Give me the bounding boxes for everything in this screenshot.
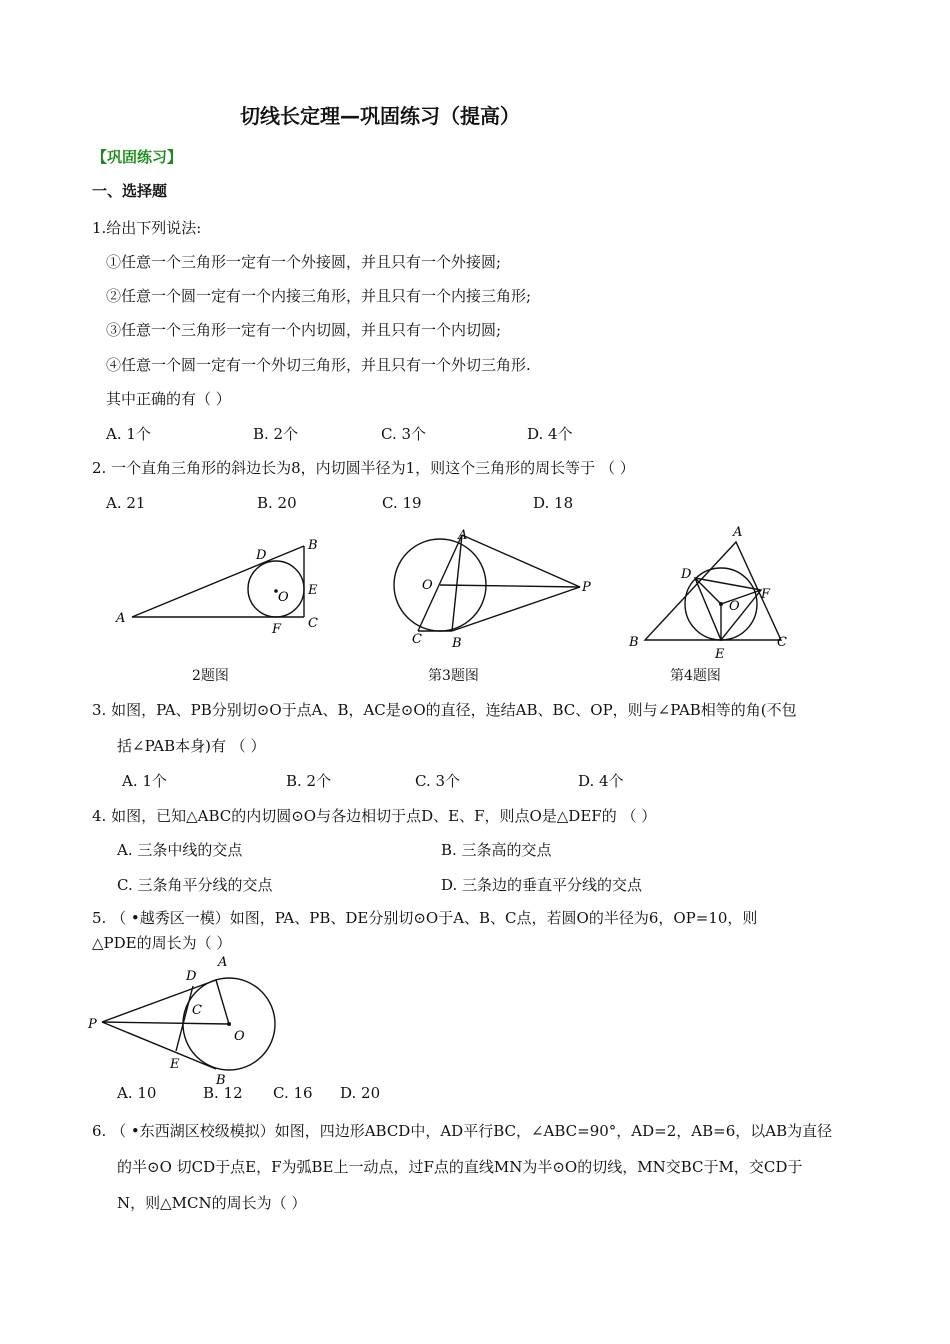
section-tag: 【巩固练习】: [92, 148, 183, 166]
fig5-label-c: C: [192, 1003, 202, 1018]
fig5-center-dot: [227, 1022, 231, 1026]
q1-statement-3: ③任意一个三角形一定有一个内切圆，并且只有一个内切圆;: [106, 321, 502, 339]
q1-statement-4: ④任意一个圆一定有一个外切三角形，并且只有一个外切三角形.: [106, 356, 531, 374]
q2-option-d: D. 18: [533, 494, 574, 512]
fig4-label-a: A: [733, 525, 743, 540]
q1-option-c: C. 3个: [381, 425, 427, 443]
fig4-label-b: B: [629, 635, 639, 650]
fig2-label-f: F: [272, 622, 282, 637]
fig4-label-c: C: [777, 635, 787, 650]
fig2-caption: 2题图: [192, 668, 229, 684]
q1-statement-2: ②任意一个圆一定有一个内接三角形，并且只有一个内接三角形;: [106, 287, 532, 305]
q5-option-d: D. 20: [340, 1084, 381, 1102]
fig4-label-e: E: [715, 647, 725, 662]
q5-option-c: C. 16: [273, 1084, 313, 1102]
fig5-label-p: P: [88, 1017, 97, 1032]
fig4-label-d: D: [681, 567, 692, 582]
q2-stem: 2. 一个直角三角形的斜边长为8，内切圆半径为1，则这个三角形的周长等于 （ ）: [92, 459, 635, 477]
q3-line-2: 括∠PAB本身)有 （ ）: [117, 737, 266, 755]
fig5-label-b: B: [216, 1073, 226, 1088]
fig5-label-a: A: [218, 955, 228, 970]
q3-line-1: 3. 如图，PA、PB分别切⊙O于点A、B，AC是⊙O的直径，连结AB、BC、OP，则与∠PAB相等的角(不包: [92, 701, 797, 719]
q2-option-c: C. 19: [382, 494, 422, 512]
fig2-label-c: C: [308, 616, 318, 631]
fig5-label-d: D: [186, 969, 197, 984]
figure-q3: [390, 527, 600, 657]
figure-q4: [625, 522, 805, 662]
fig4-caption: 第4题图: [670, 668, 721, 684]
fig2-label-a: A: [116, 611, 126, 626]
fig4-label-f: F: [761, 587, 771, 602]
fig4-label-o: O: [729, 599, 740, 614]
q3-option-c: C. 3个: [415, 772, 461, 790]
fig5-radius-oa: [216, 980, 229, 1024]
fig5-tangent-pb: [102, 1022, 216, 1069]
page-title: 切线长定理—巩固练习（提高）: [240, 104, 520, 128]
fig3-segment-op: [440, 585, 580, 587]
fig3-caption: 第3题图: [428, 668, 479, 684]
q1-option-b: B. 2个: [253, 425, 299, 443]
q5-line-1: 5. （ •越秀区一模）如图，PA、PB、DE分别切⊙O于A、B、C点，若圆O的半径为6，OP=10，则: [92, 909, 758, 927]
fig2-label-b: B: [308, 538, 318, 553]
q6-line-3: N，则△MCN的周长为（ ）: [117, 1194, 307, 1212]
q3-option-a: A. 1个: [122, 772, 167, 790]
fig2-label-o: O: [278, 590, 289, 605]
fig3-tangent-pb: [452, 587, 580, 631]
q5-option-a: A. 10: [117, 1084, 157, 1102]
part-heading: 一、选择题: [92, 182, 168, 200]
q3-option-b: B. 2个: [286, 772, 332, 790]
fig3-label-c: C: [412, 632, 422, 647]
q6-line-1: 6. （ •东西湖区校级模拟）如图，四边形ABCD中，AD平行BC，∠ABC=90°，AD=2，AB=6，以AB为直径: [92, 1122, 833, 1140]
q4-option-d: D. 三条边的垂直平分线的交点: [441, 876, 643, 894]
q1-option-a: A. 1个: [106, 425, 151, 443]
q5-option-b: B. 12: [203, 1084, 243, 1102]
fig2-label-e: E: [308, 583, 318, 598]
fig3-chord-ab: [452, 535, 462, 631]
fig4-center-dot: [719, 602, 723, 606]
q4-stem: 4. 如图，已知△ABC的内切圆⊙O与各边相切于点D、E、F，则点O是△DEF的 （ ）: [92, 807, 657, 825]
fig5-label-o: O: [234, 1029, 245, 1044]
fig5-label-e: E: [170, 1057, 180, 1072]
q1-ask: 其中正确的有（ ）: [106, 390, 231, 408]
fig2-hypotenuse: [132, 546, 304, 617]
q1-stem: 1.给出下列说法:: [92, 219, 202, 237]
q4-option-a: A. 三条中线的交点: [117, 841, 243, 859]
fig3-label-b: B: [452, 636, 462, 651]
fig5-segment-po: [102, 1022, 229, 1024]
q4-option-c: C. 三条角平分线的交点: [117, 876, 273, 894]
fig3-label-a: A: [458, 528, 468, 543]
q2-option-a: A. 21: [106, 494, 146, 512]
q3-option-d: D. 4个: [578, 772, 624, 790]
figure-q5: [88, 952, 288, 1088]
q5-line-2: △PDE的周长为（ ）: [92, 934, 232, 952]
fig2-label-d: D: [256, 548, 267, 563]
figure-q2: [112, 535, 332, 645]
fig3-label-o: O: [422, 578, 433, 593]
q1-statement-1: ①任意一个三角形一定有一个外接圆，并且只有一个外接圆;: [106, 253, 502, 271]
q1-option-d: D. 4个: [527, 425, 573, 443]
fig3-label-p: P: [582, 580, 591, 595]
q4-option-b: B. 三条高的交点: [441, 841, 552, 859]
fig5-tangent-de: [176, 986, 193, 1051]
q2-option-b: B. 20: [257, 494, 297, 512]
q6-line-2: 的半⊙O 切CD于点E，F为弧BE上一动点，过F点的直线MN为半⊙O的切线，MN交BC于M，交CD于: [117, 1158, 803, 1176]
fig2-incircle: [248, 561, 304, 617]
